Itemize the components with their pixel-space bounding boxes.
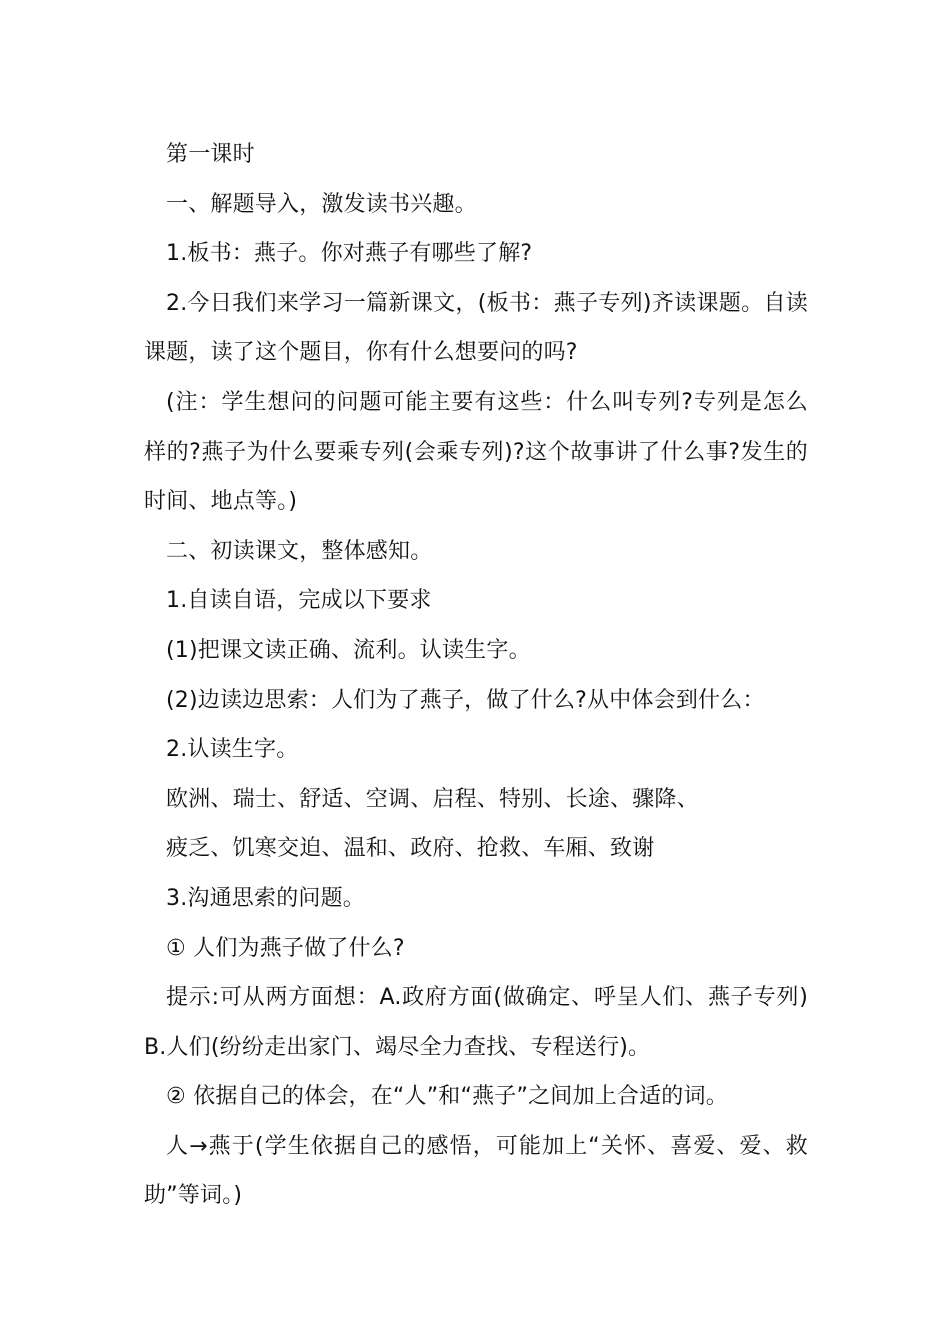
hint-paragraph: 提示:可从两方面想：A.政府方面(做确定、呼呈人们、燕子专列)B.人们(纷纷走出家门、竭尽全力查找、专程送行)。 <box>144 985 808 1060</box>
paragraph: 2.认读生字。 <box>166 737 299 763</box>
lesson-heading: 第一课时 <box>166 142 255 167</box>
paragraph: 人→燕于(学生依据自己的感悟，可能加上“关怀、喜爱、爱、救助”等词。) <box>144 1133 808 1209</box>
document-body <box>144 130 808 1221</box>
paragraph: 1.自读自语，完成以下要求 <box>166 588 432 614</box>
paragraph: 3.沟通思索的问题。 <box>166 885 365 911</box>
note-paragraph: (注：学生想问的问题可能主要有这些：什么叫专列?专列是怎么样的?燕子为什么要乘专列(会乘专列)?这个故事讲了什么事?发生的时间、地点等。) <box>144 389 808 515</box>
paragraph: 2.今日我们来学习一篇新课文，(板书：燕子专列)齐读课题。自读课题，读了这个题目，你有什么想要问的吗? <box>144 290 808 366</box>
section-heading-1: 一、解题导入，激发读书兴趣。 <box>166 191 477 217</box>
vocabulary-line: 欧洲、瑞士、舒适、空调、启程、特别、长途、骤降、 <box>166 786 699 812</box>
section-heading-2: 二、初读课文，整体感知。 <box>166 538 433 564</box>
paragraph: (1)把课文读正确、流利。认读生字。 <box>166 637 531 663</box>
paragraph: (2)边读边思索：人们为了燕子，做了什么?从中体会到什么： <box>166 687 765 713</box>
question-item: ② 依据自己的体会，在“人”和“燕子”之间加上合适的词。 <box>166 1084 728 1110</box>
vocabulary-line: 疲乏、饥寒交迫、温和、政府、抢救、车厢、致谢 <box>166 836 655 862</box>
question-item: ① 人们为燕子做了什么? <box>166 935 405 961</box>
paragraph: 1.板书：燕子。你对燕子有哪些了解? <box>166 241 533 267</box>
